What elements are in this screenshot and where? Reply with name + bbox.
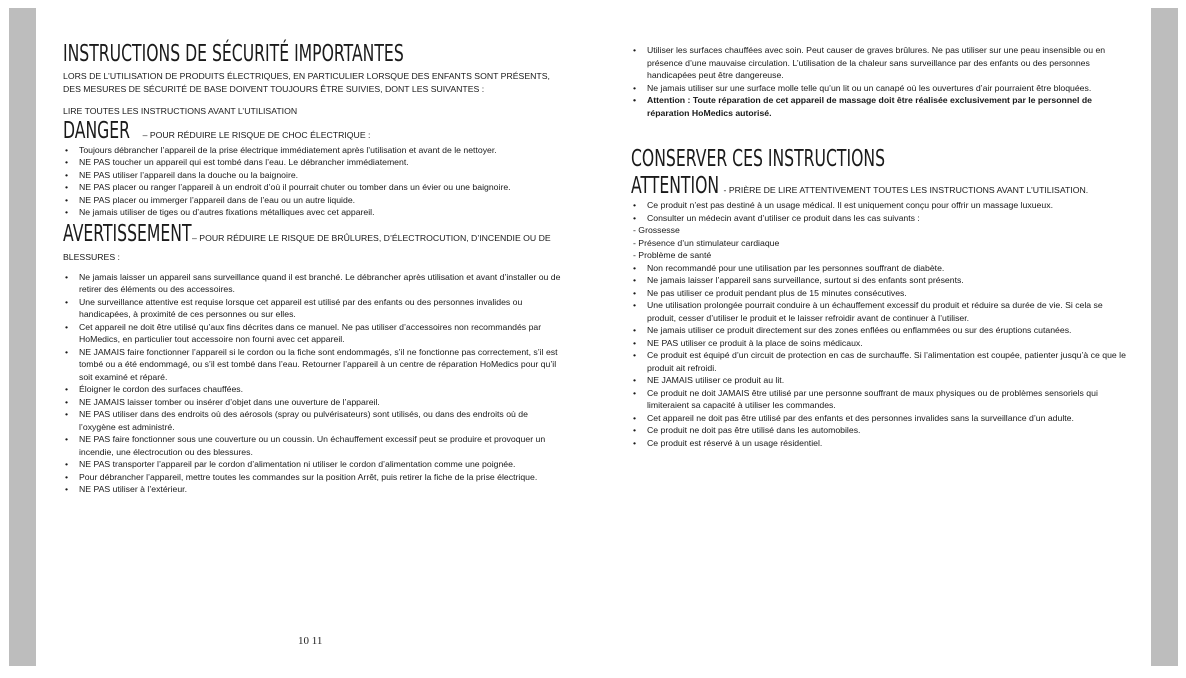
usage-item: • Consulter un médecin avant d’utiliser ce produit dans les cas suivants : <box>631 212 1128 225</box>
top-safety-list <box>631 44 1128 94</box>
warning-list <box>63 271 563 496</box>
usage-item: • Ne jamais utiliser ce produit directement sur des zones enflées ou enflammées ou sur des éruptions cutanées. <box>631 324 1128 337</box>
usage-item: • Ce produit ne doit JAMAIS être utilisé par une personne souffrant de maux physiques ou de problèmes sensoriels qui limiteraient sa capacité à utiliser les commandes. <box>631 387 1128 412</box>
danger-subtitle: – POUR RÉDUIRE LE RISQUE DE CHOC ÉLECTRIQUE : <box>142 129 371 140</box>
usage-item: • Ne pas utiliser ce produit pendant plus de 15 minutes consécutives. <box>631 287 1128 300</box>
danger-list <box>63 144 563 219</box>
warning-item: • Une surveillance attentive est requise lorsque cet appareil est utilisé par des enfants ou des personnes invalides ou handicapées, à proximité de ces personnes ou sur elles. <box>63 296 563 321</box>
attention-word: ATTENTION <box>631 173 720 199</box>
warning-word: AVERTISSEMENT <box>63 220 192 247</box>
condition-item: - Problème de santé <box>633 250 712 260</box>
usage-item: • NE JAMAIS utiliser ce produit au lit. <box>631 374 1128 387</box>
left-page <box>63 40 563 496</box>
danger-item: • NE PAS placer ou ranger l’appareil à un endroit d’où il pourrait chuter ou tomber dans un évier ou une baignoire. <box>63 181 563 194</box>
warning-item: • NE PAS utiliser dans des endroits où des aérosols (spray ou pulvérisateurs) sont utilisés, ou dans des endroits où de l’oxygène est administré. <box>63 408 563 433</box>
read-all-notice: LIRE TOUTES LES INSTRUCTIONS AVANT L’UTILISATION <box>63 106 298 116</box>
service-attention-item: • Attention : Toute réparation de cet appareil de massage doit être réalisée exclusivement par le personnel de réparation HoMedics autorisé. <box>631 94 1128 119</box>
attention-subtitle: - PRIÈRE DE LIRE ATTENTIVEMENT TOUTES LES INSTRUCTIONS AVANT L’UTILISATION. <box>723 185 1089 195</box>
danger-item: • NE PAS placer ou immerger l’appareil dans de l’eau ou un autre liquide. <box>63 194 563 207</box>
keep-instructions-title: CONSERVER CES INSTRUCTIONS <box>631 146 886 172</box>
safety-item: • Ne jamais utiliser sur une surface molle telle qu’un lit ou un canapé où les ouvertures d’air pourraient être bloquées. <box>631 82 1128 95</box>
usage-item: • Ne jamais laisser l’appareil sans surveillance, surtout si des enfants sont présents. <box>631 274 1128 287</box>
warning-heading <box>63 221 563 265</box>
usage-item: • Ce produit ne doit pas être utilisé dans les automobiles. <box>631 424 1128 437</box>
warning-item: • NE PAS faire fonctionner sous une couverture ou un coussin. Un échauffement excessif peut se produire et provoquer un incendie, une électrocution ou des blessures. <box>63 433 563 458</box>
safety-item: • Utiliser les surfaces chauffées avec soin. Peut causer de graves brûlures. Ne pas utiliser sur une peau insensible ou en présence d’une mauvaise circulation. L’utilisation de la chaleur sans surveillance par des enfants ou des personnes handicapées peut être dangereuse. <box>631 44 1128 82</box>
warning-item: • NE JAMAIS faire fonctionner l’appareil si le cordon ou la fiche sont endommagés, s’il ne fonctionne pas correctement, s’il est tombé ou a été endommagé, ou s’il est tombé dans l’eau. Retourner l’appareil à un centre de réparation HoMedics pour qu’il soit examiné et réparé. <box>63 346 563 384</box>
page-numbers: 10 11 <box>298 635 323 647</box>
usage-item: • NE PAS utiliser ce produit à la place de soins médicaux. <box>631 337 1128 350</box>
right-page <box>631 44 1128 449</box>
usage-item: • Ce produit n’est pas destiné à un usage médical. Il est uniquement conçu pour offrir un massage luxueux. <box>631 199 1128 212</box>
warning-item: • Pour débrancher l’appareil, mettre toutes les commandes sur la position Arrêt, puis retirer la fiche de la prise électrique. <box>63 471 563 484</box>
usage-item: • Une utilisation prolongée pourrait conduire à un échauffement excessif du produit et réduire sa durée de vie. Si cela se produit, cesser d’utiliser le produit et le laisser refroidir avant de continuer à l’utiliser. <box>631 299 1128 324</box>
condition-item: - Présence d’un stimulateur cardiaque <box>633 237 780 248</box>
attention-heading <box>631 173 1128 199</box>
danger-item: • NE PAS utiliser l’appareil dans la douche ou la baignoire. <box>63 169 563 182</box>
usage-item: • Ce produit est équipé d’un circuit de protection en cas de surchauffe. Si l’alimentation est coupée, patienter jusqu’à ce que le produit ait refroidi. <box>631 349 1128 374</box>
usage-item: • Cet appareil ne doit pas être utilisé par des enfants et des personnes invalides sans la surveillance d’un adulte. <box>631 412 1128 425</box>
condition-item: - Grossesse <box>633 225 680 235</box>
page-title: INSTRUCTIONS DE SÉCURITÉ IMPORTANTES <box>63 41 404 67</box>
usage-item: • Ce produit est réservé à un usage résidentiel. <box>631 437 1128 450</box>
warning-item: • NE JAMAIS laisser tomber ou insérer d’objet dans une ouverture de l’appareil. <box>63 396 563 409</box>
warning-subtitle: – POUR RÉDUIRE LE RISQUE DE BRÛLURES, D’ÉLECTROCUTION, D’INCENDIE OU DE BLESSURES : <box>63 232 551 262</box>
usage-list-a <box>631 199 1128 224</box>
intro-text: LORS DE L’UTILISATION DE PRODUITS ÉLECTRIQUES, EN PARTICULIER LORSQUE DES ENFANTS SONT PRÉSENTS, DES MESURES DE SÉCURITÉ DE BASE DOIVENT TOUJOURS ÊTRE SUIVIES, DONT LES SUIVANTES : <box>63 71 550 94</box>
left-margin-bar <box>9 8 36 666</box>
conditions-list <box>631 224 1128 262</box>
warning-item: • Cet appareil ne doit être utilisé qu’aux fins décrites dans ce manuel. Ne pas utiliser d’accessoires non recommandés par HoMedics, en particulier tout accessoire non fourni avec cet appareil. <box>63 321 563 346</box>
usage-item: • Non recommandé pour une utilisation par les personnes souffrant de diabète. <box>631 262 1128 275</box>
danger-word: DANGER <box>63 117 131 144</box>
warning-item: • Ne jamais laisser un appareil sans surveillance quand il est branché. Le débrancher après utilisation et avant d’installer ou de retirer des éléments ou des accessoires. <box>63 271 563 296</box>
usage-list-b <box>631 262 1128 450</box>
danger-item: • Toujours débrancher l’appareil de la prise électrique immédiatement après l’utilisation et avant de le nettoyer. <box>63 144 563 157</box>
warning-item: • NE PAS utiliser à l’extérieur. <box>63 483 563 496</box>
warning-item: • Éloigner le cordon des surfaces chauffées. <box>63 383 563 396</box>
danger-item: • Ne jamais utiliser de tiges ou d’autres fixations métalliques avec cet appareil. <box>63 206 563 219</box>
danger-heading <box>63 118 563 144</box>
warning-item: • NE PAS transporter l’appareil par le cordon d’alimentation ni utiliser le cordon d’alimentation comme une poignée. <box>63 458 563 471</box>
right-margin-bar <box>1151 8 1178 666</box>
danger-item: • NE PAS toucher un appareil qui est tombé dans l’eau. Le débrancher immédiatement. <box>63 156 563 169</box>
